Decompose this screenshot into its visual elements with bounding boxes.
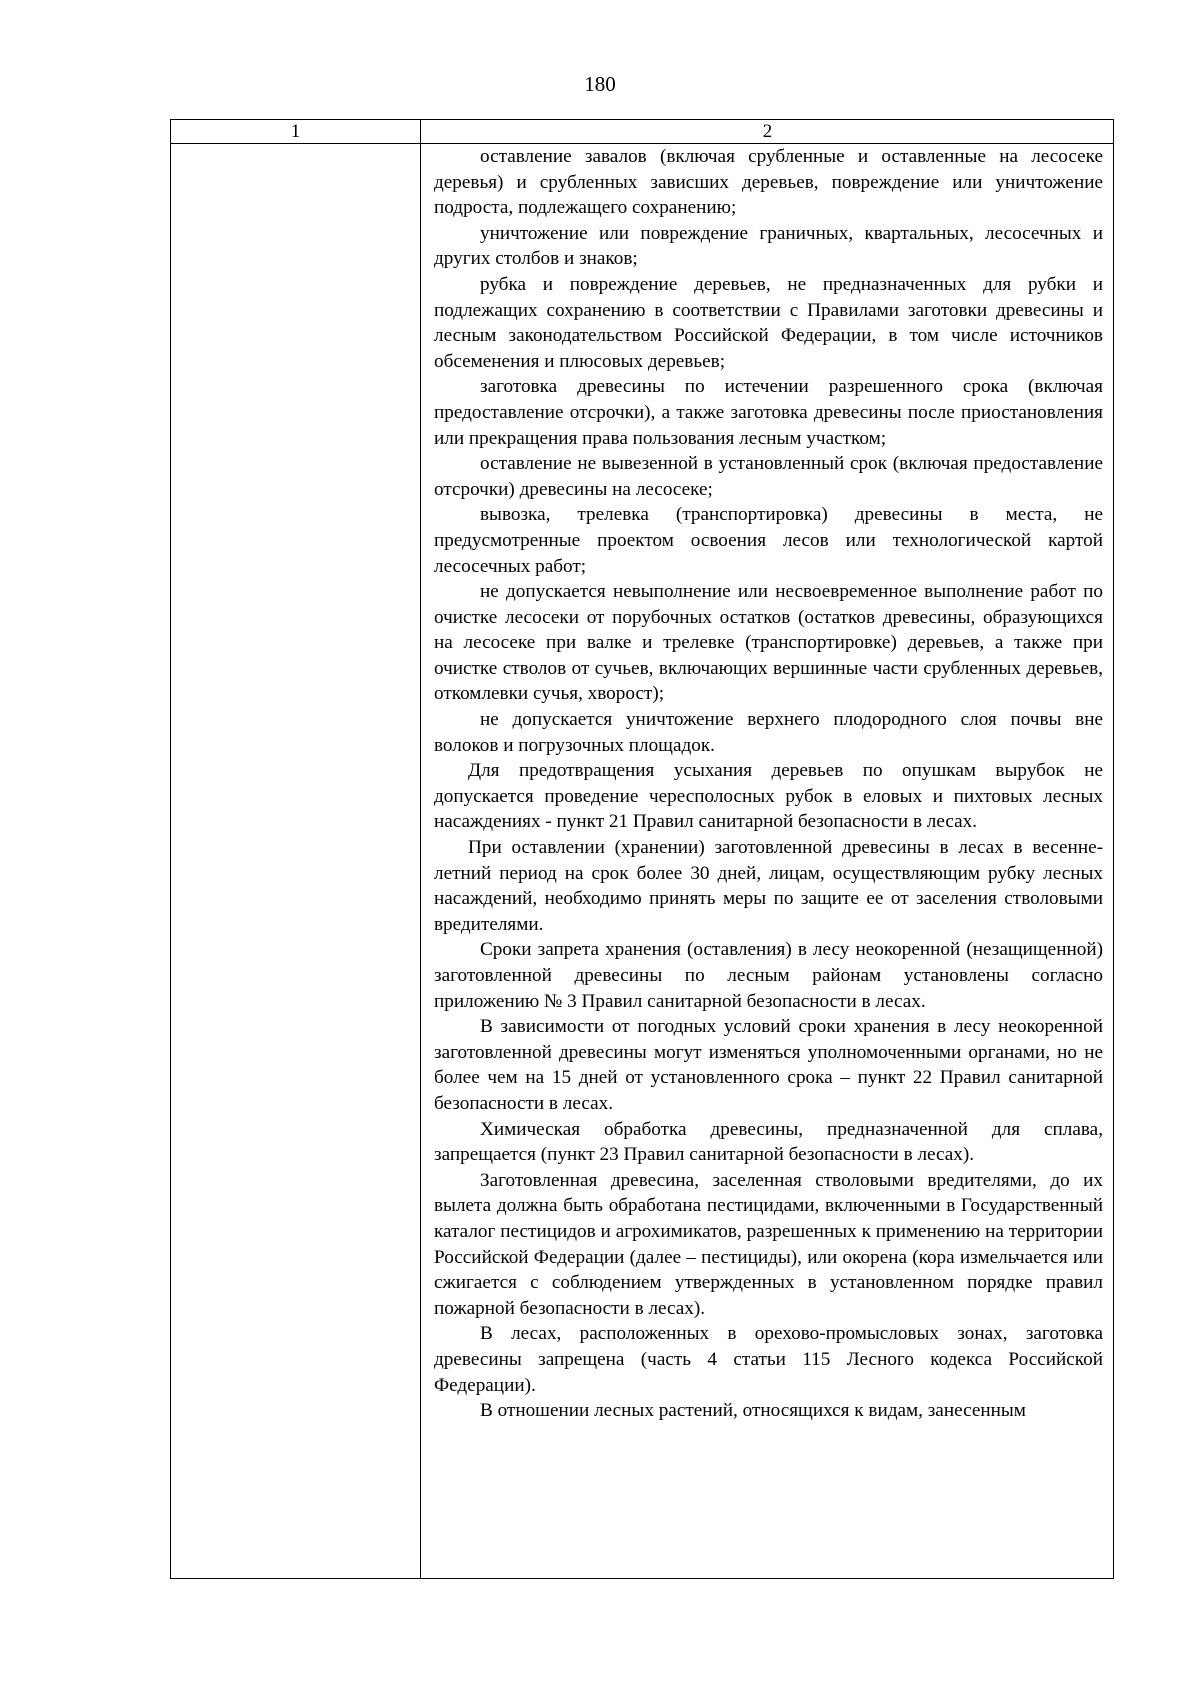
table-cell-content — [434, 144, 1103, 1424]
document-table — [170, 119, 1114, 1579]
paragraph: оставление не вывезенной в установленный срок (включая предоставление отсрочки) древесины на лесосеке; — [434, 453, 1103, 500]
paragraph: Для предотвращения усыхания деревьев по опушкам вырубок не допускается проведение чересполосных рубок в еловых и пихтовых лесных насаждениях - пункт 21 Правил санитарной безопасности в лесах. — [434, 760, 1103, 833]
paragraph: уничтожение или повреждение граничных, квартальных, лесосечных и других столбов и знаков; — [434, 222, 1103, 270]
paragraph: оставление завалов (включая срубленные и оставленные на лесосеке деревья) и срубленных зависших деревьев, повреждение или уничтожение подроста, подлежащего сохранению; — [434, 146, 1103, 219]
paragraph: В зависимости от погодных условий сроки хранения в лесу неокоренной заготовленной древесины могут изменяться уполномоченными органами, но не более чем на 15 дней от установленного срока – пункт 22 Правил санитарной безопасности в лесах. — [434, 1016, 1103, 1114]
paragraph: заготовка древесины по истечении разрешенного срока (включая предоставление отсрочки), а также заготовка древесины после приостановления или прекращения права пользования лесным участком; — [434, 376, 1103, 449]
paragraph: вывозка, трелевка (транспортировка) древесины в места, не предусмотренные проектом освоения лесов или технологической картой лесосечных работ; — [434, 504, 1103, 577]
page-number: 180 — [584, 72, 616, 96]
paragraph: В отношении лесных растений, относящихся к видам, занесенным — [480, 1400, 1026, 1422]
column-header-1: 1 — [290, 121, 301, 142]
paragraph: При оставлении (хранении) заготовленной древесины в лесах в весенне-летний период на срок более 30 дней, лицам, осуществляющим рубку лесных насаждений, необходимо принять меры по защите ее от заселения стволовыми вредителями. — [434, 837, 1103, 935]
paragraph: Сроки запрета хранения (оставления) в лесу неокоренной (незащищенной) заготовленной древесины по лесным районам установлены согласно приложению № 3 Правил санитарной безопасности в лесах. — [434, 939, 1103, 1012]
paragraph: Химическая обработка древесины, предназначенной для сплава, запрещается (пункт 23 Правил санитарной безопасности в лесах). — [434, 1118, 1103, 1166]
column-header-2: 2 — [762, 121, 773, 142]
paragraph: не допускается уничтожение верхнего плодородного слоя почвы вне волоков и погрузочных площадок. — [434, 709, 1103, 756]
column-divider — [420, 120, 421, 1578]
paragraph: рубка и повреждение деревьев, не предназначенных для рубки и подлежащих сохранению в соответствии с Правилами заготовки древесины и лесным законодательством Российской Федерации, в том числе источников обсеменения и плюсовых деревьев; — [434, 273, 1103, 372]
paragraph: не допускается невыполнение или несвоевременное выполнение работ по очистке лесосеки от порубочных остатков (остатков древесины, образующихся на лесосеке при валке и трелевке (транспортировке) деревьев, а также при очистке стволов от сучьев, включающих вершинные части срубленных деревьев, откомлевки сучья, хворост); — [434, 581, 1103, 705]
paragraph: Заготовленная древесина, заселенная стволовыми вредителями, до их вылета должна быть обработана пестицидами, включенными в Государственный каталог пестицидов и агрохимикатов, разрешенных к применению на территории Российской Федерации (далее – пестициды), или окорена (кора измельчается или сжигается с соблюдением утвержденных в установленном порядке правил пожарной безопасности в лесах). — [434, 1169, 1103, 1319]
paragraph: В лесах, расположенных в орехово-промысловых зонах, заготовка древесины запрещена (часть 4 статьи 115 Лесного кодекса Российской Федерации). — [434, 1323, 1103, 1396]
table-header-row — [171, 120, 1113, 144]
